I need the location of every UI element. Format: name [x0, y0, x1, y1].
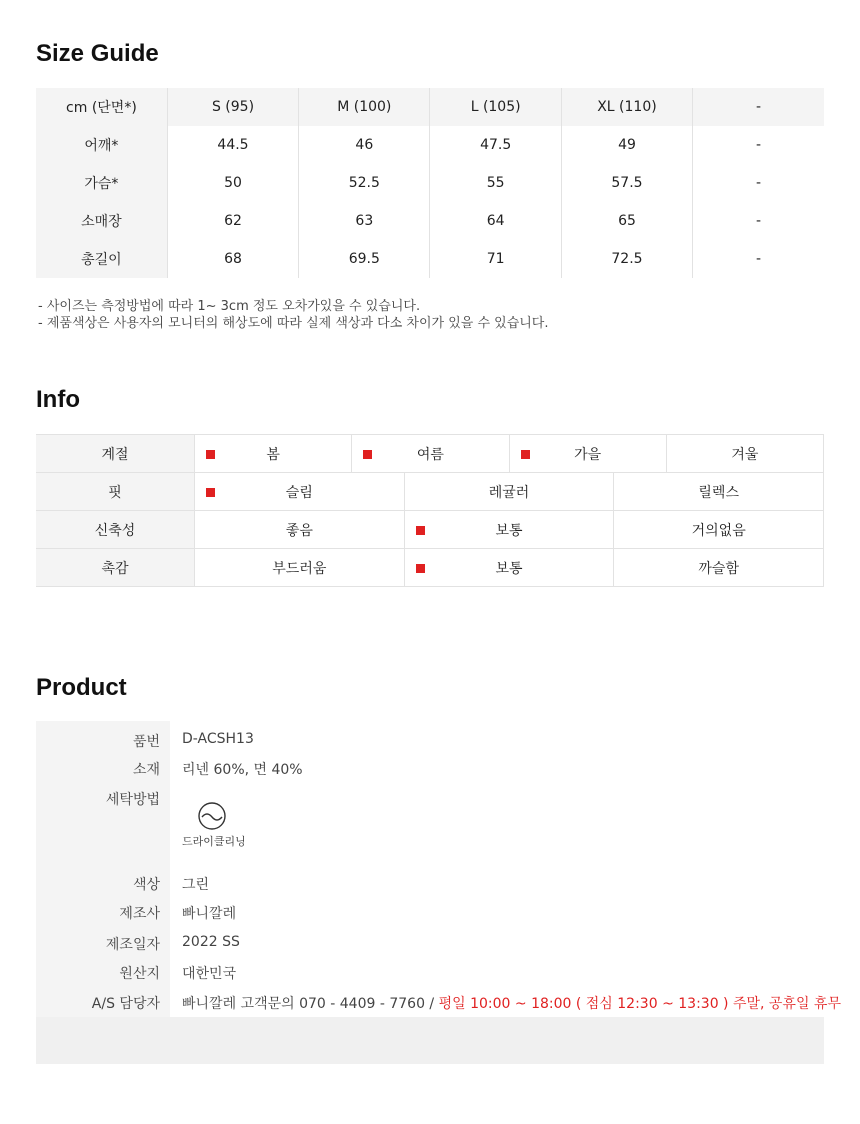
info-option: 가을 [509, 435, 666, 472]
size-header-m: M (100) [299, 88, 430, 126]
size-cell: 50 [167, 164, 298, 202]
size-header-l: L (105) [430, 88, 561, 126]
product-value: 리넨 60%, 면 40% [182, 762, 303, 778]
size-cell: 49 [561, 126, 692, 164]
product-row-washing [36, 789, 824, 811]
dry-clean-label: 드라이클리닝 [182, 835, 246, 848]
size-cell: 63 [299, 202, 430, 240]
product-row-item-no [36, 731, 824, 753]
info-option: 까슬함 [613, 549, 824, 586]
product-row-material [36, 759, 824, 781]
check-mark-icon [416, 564, 425, 573]
product-value: 대한민국 [182, 966, 237, 982]
product-row-origin [36, 963, 824, 985]
info-option: 봄 [194, 435, 351, 472]
info-row-texture [36, 549, 824, 587]
size-cell: 69.5 [299, 240, 430, 278]
size-row-label: 가슴* [36, 164, 167, 202]
info-table [36, 434, 824, 587]
size-notes [38, 298, 549, 332]
info-row-season [36, 435, 824, 473]
check-mark-icon [363, 450, 372, 459]
product-value: 그린 [182, 877, 210, 893]
table-row [36, 164, 824, 202]
product-key: A/S 담당자 [91, 996, 160, 1012]
size-cell: 71 [430, 240, 561, 278]
size-table-header [36, 88, 824, 126]
size-cell: 52.5 [299, 164, 430, 202]
check-mark-icon [416, 526, 425, 535]
size-cell: 65 [561, 202, 692, 240]
product-row-maker [36, 903, 824, 925]
size-header-s: S (95) [167, 88, 298, 126]
product-row-as [36, 993, 841, 1015]
size-row-label: 소매장 [36, 202, 167, 240]
size-cell: 57.5 [561, 164, 692, 202]
product-key: 품번 [132, 734, 160, 750]
product-row-color [36, 874, 824, 896]
info-option: 부드러움 [194, 549, 404, 586]
product-footer [36, 1017, 824, 1064]
size-note: - 사이즈는 측정방법에 따라 1~ 3cm 정도 오차가있을 수 있습니다. [38, 299, 421, 314]
dry-clean-icon [196, 801, 228, 831]
info-option: 보통 [404, 549, 614, 586]
size-header-extra: - [693, 88, 824, 126]
info-option: 릴렉스 [613, 473, 824, 510]
product-key: 세탁방법 [105, 792, 160, 808]
size-cell: 46 [299, 126, 430, 164]
size-note: - 제품색상은 사용자의 모니터의 해상도에 따라 실제 색상과 다소 차이가 있을 수 있습니다. [38, 316, 549, 331]
size-cell: - [693, 202, 824, 240]
size-cell: 44.5 [167, 126, 298, 164]
size-guide-title: Size Guide [36, 40, 159, 67]
size-table [36, 88, 824, 278]
product-key: 원산지 [119, 966, 160, 982]
as-contact: 빠니깔레 고객문의 070 - 4409 - 7760 / [182, 996, 439, 1012]
info-row-fit [36, 473, 824, 511]
as-hours: 평일 10:00 ~ 18:00 ( 점심 12:30 ~ 13:30 ) 주말, 공휴일 휴무 [438, 996, 841, 1012]
info-option: 겨울 [666, 435, 824, 472]
size-cell: - [693, 240, 824, 278]
info-option: 여름 [351, 435, 508, 472]
size-row-label: 총길이 [36, 240, 167, 278]
table-row [36, 240, 824, 278]
check-mark-icon [206, 450, 215, 459]
size-cell: - [693, 164, 824, 202]
size-cell: 68 [167, 240, 298, 278]
product-row-date [36, 934, 824, 956]
check-mark-icon [206, 488, 215, 497]
info-option: 레귤러 [404, 473, 614, 510]
size-cell: 47.5 [430, 126, 561, 164]
info-label: 핏 [36, 473, 194, 510]
info-option: 거의없음 [613, 511, 824, 548]
size-header-unit: cm (단면*) [36, 88, 167, 126]
info-option: 슬림 [194, 473, 404, 510]
size-row-label: 어깨* [36, 126, 167, 164]
table-row [36, 202, 824, 240]
product-info [36, 721, 841, 1064]
size-header-xl: XL (110) [561, 88, 692, 126]
product-key: 제조일자 [105, 937, 160, 953]
product-value [182, 993, 841, 1013]
product-value: D-ACSH13 [182, 731, 254, 747]
info-option: 보통 [404, 511, 614, 548]
size-cell: 55 [430, 164, 561, 202]
product-key: 제조사 [119, 906, 160, 922]
product-key: 색상 [132, 877, 160, 893]
size-cell: 64 [430, 202, 561, 240]
size-cell: - [693, 126, 824, 164]
product-title: Product [36, 674, 127, 701]
info-label: 신축성 [36, 511, 194, 548]
info-label: 촉감 [36, 549, 194, 586]
size-cell: 72.5 [561, 240, 692, 278]
info-row-stretch [36, 511, 824, 549]
info-label: 계절 [36, 435, 194, 472]
info-option: 좋음 [194, 511, 404, 548]
info-title: Info [36, 386, 80, 413]
product-value: 빠니깔레 [182, 906, 237, 922]
check-mark-icon [521, 450, 530, 459]
table-row [36, 126, 824, 164]
washing-method [182, 801, 252, 848]
product-key: 소재 [132, 762, 160, 778]
product-value: 2022 SS [182, 934, 240, 950]
size-cell: 62 [167, 202, 298, 240]
